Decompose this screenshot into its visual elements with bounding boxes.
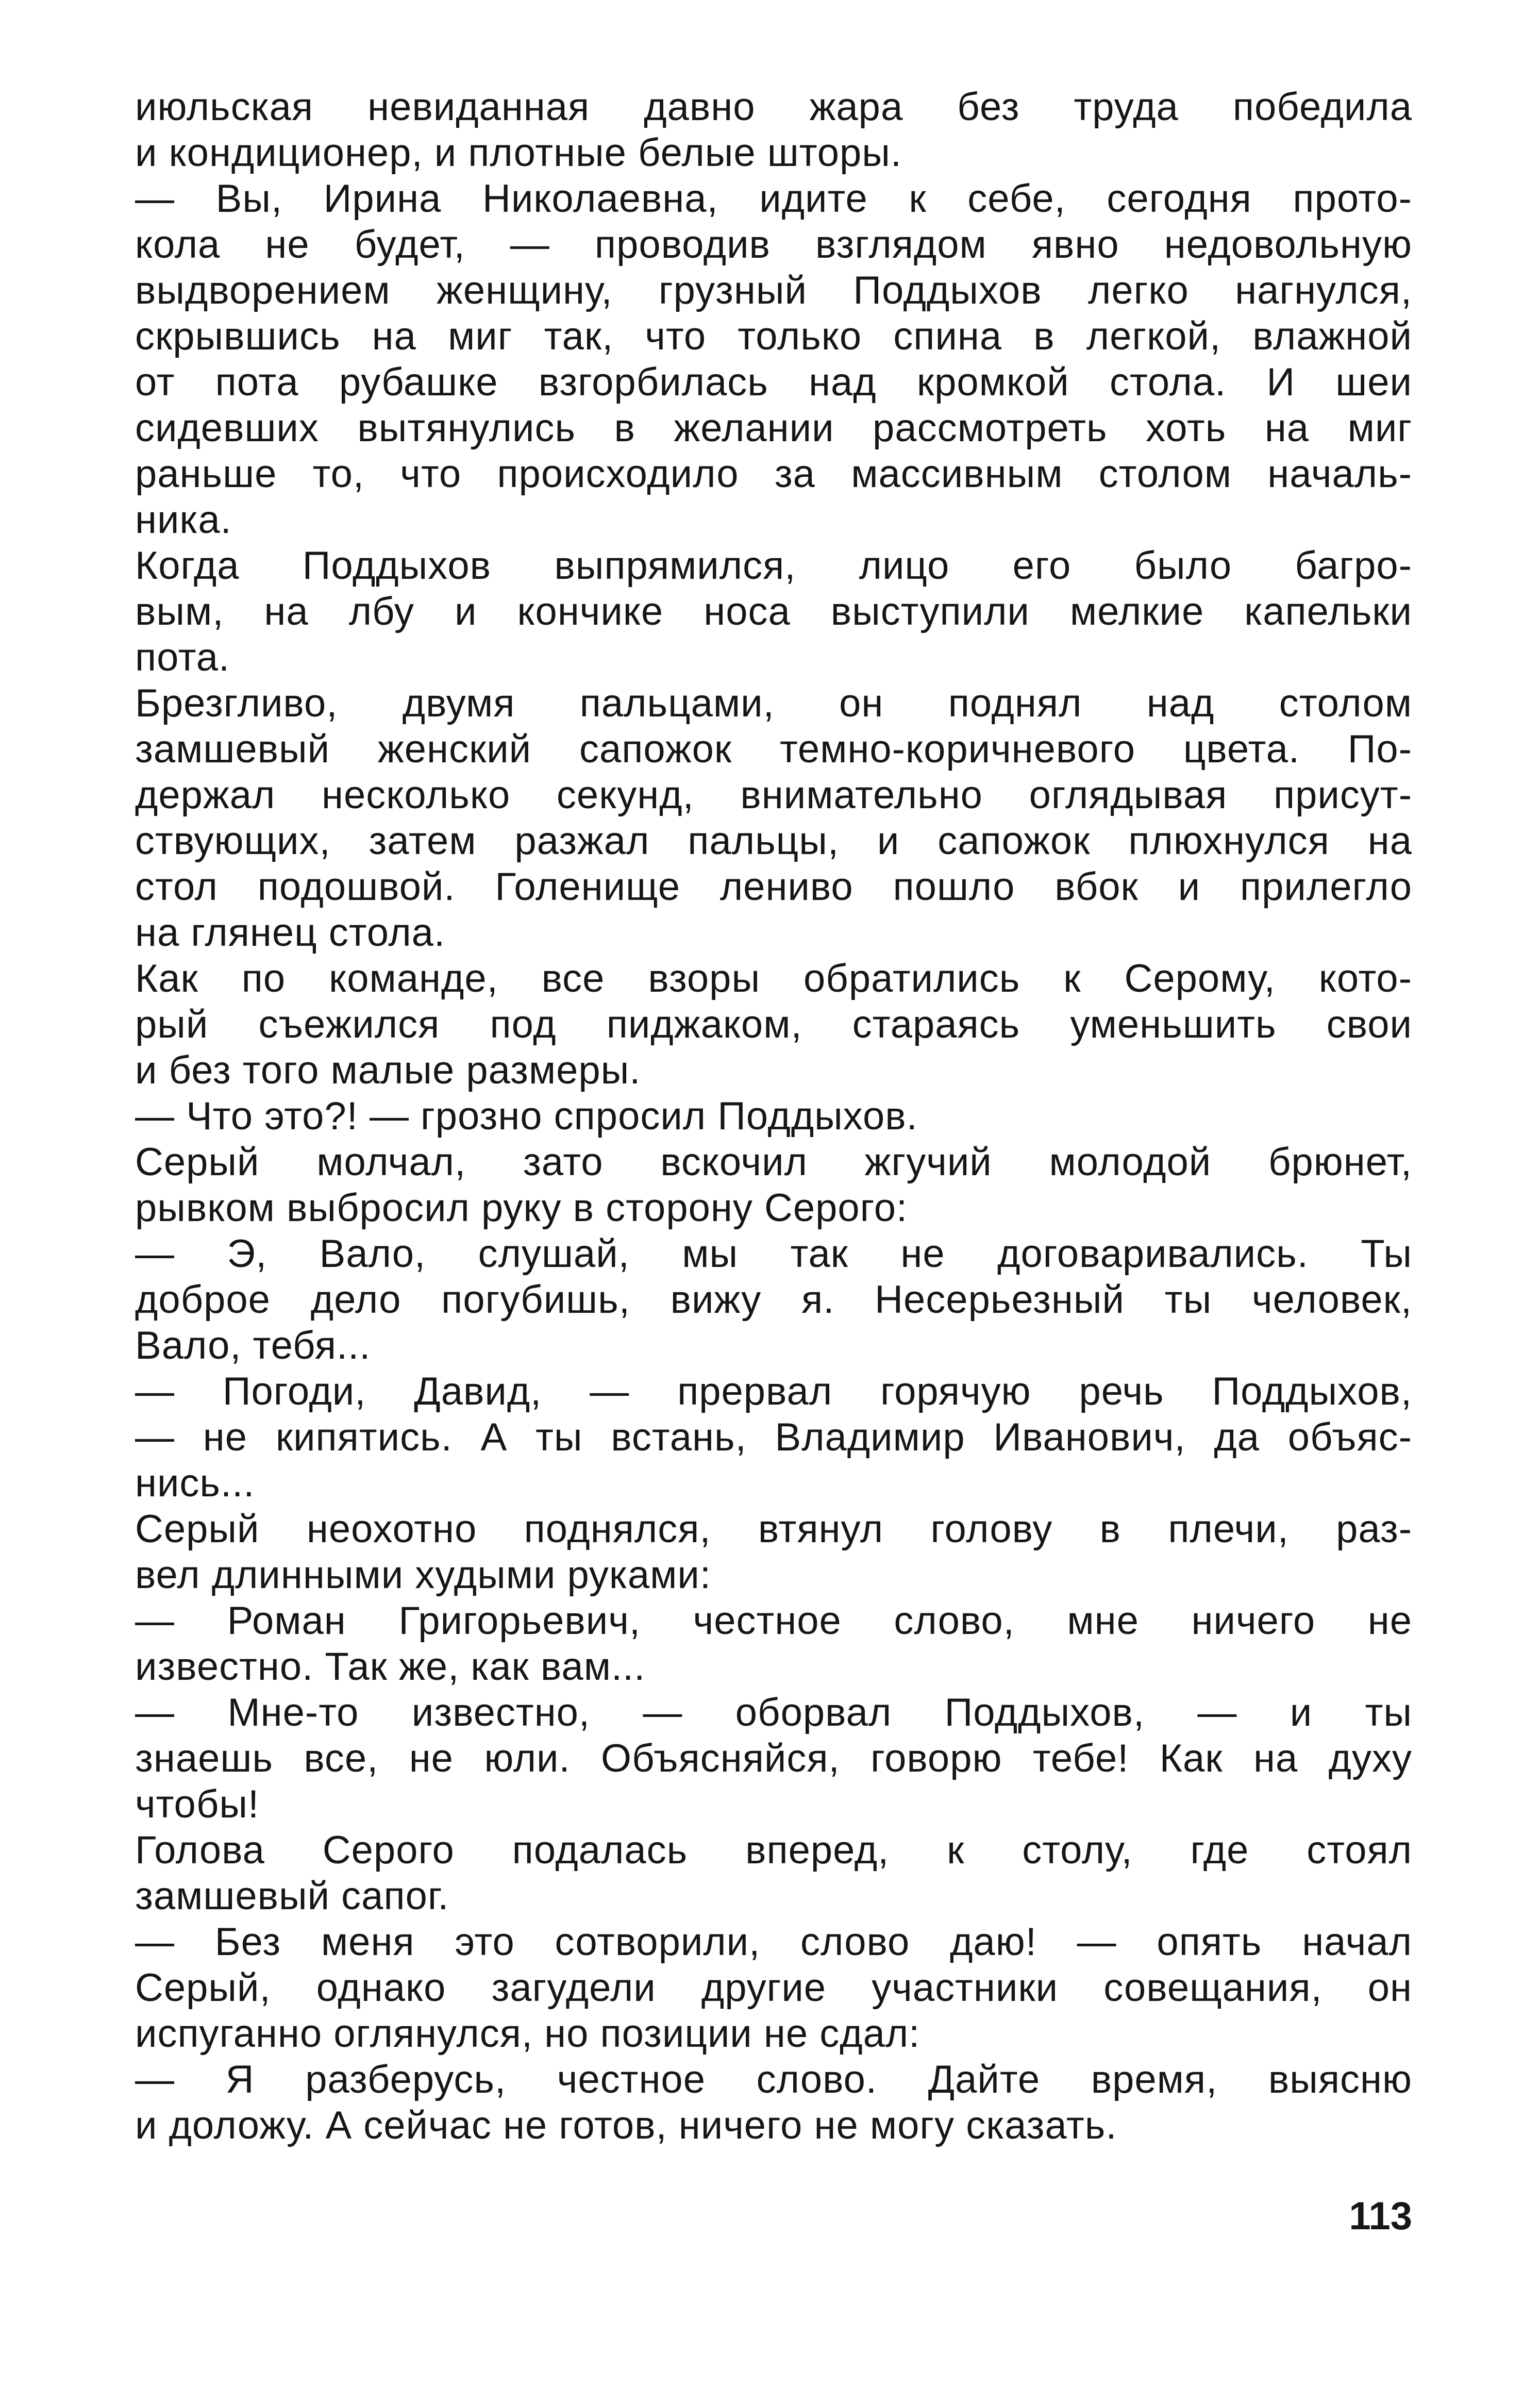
text-line: на глянец стола. [135,911,446,955]
text-line: Вало, тебя... [135,1324,371,1367]
text-line: Как по команде, все взоры обратились к Серому, кото- [135,957,1412,1000]
text-line: — Э, Вало, слушай, мы так не договаривались. Ты [135,1232,1412,1276]
text-line: известно. Так же, как вам... [135,1645,646,1689]
text-line: замшевый сапог. [135,1874,449,1918]
text-line: — Роман Григорьевич, честное слово, мне ничего не [135,1599,1412,1643]
text-line: держал несколько секунд, внимательно оглядывая присут- [135,773,1412,817]
text-line: вым, на лбу и кончике носа выступили мелкие капельки [135,590,1412,633]
text-line: Серый неохотно поднялся, втянул голову в плечи, раз- [135,1507,1412,1551]
text-line: и кондиционер, и плотные белые шторы. [135,131,902,175]
text-line: пота. [135,636,230,679]
text-line: — Без меня это сотворили, слово даю! — опять начал [135,1920,1412,1964]
text-line: — Мне-то известно, — оборвал Поддыхов, — и ты [135,1691,1412,1734]
text-line: замшевый женский сапожок темно-коричневого цвета. По- [135,727,1412,771]
text-line: Серый молчал, зато вскочил жгучий молодой брюнет, [135,1140,1412,1184]
text-line: — Вы, Ирина Николаевна, идите к себе, сегодня прото- [135,177,1412,221]
text-line: знаешь все, не юли. Объясняйся, говорю тебе! Как на духу [135,1737,1412,1780]
text-line: раньше то, что происходило за массивным столом началь- [135,452,1412,496]
text-line: — не кипятись. А ты встань, Владимир Иванович, да объяс- [135,1415,1412,1459]
page-number: 113 [1349,2194,1412,2238]
text-line: вел длинными худыми руками: [135,1553,711,1597]
text-line: Голова Серого подалась вперед, к столу, где стоял [135,1828,1412,1872]
text-line: стол подошвой. Голенище лениво пошло вбок и прилегло [135,865,1412,909]
text-line: скрывшись на миг так, что только спина в легкой, влажной [135,314,1412,358]
text-line: ника. [135,498,232,542]
text-line: Серый, однако загудели другие участники совещания, он [135,1966,1412,2010]
text-line: Когда Поддыхов выпрямился, лицо его было багро- [135,544,1412,588]
text-line: от пота рубашке взгорбилась над кромкой стола. И шеи [135,360,1412,404]
text-line: кола не будет, — проводив взглядом явно недовольную [135,223,1412,266]
text-line: — Я разберусь, честное слово. Дайте время, выясню [135,2058,1412,2101]
text-line: рывком выбросил руку в сторону Серого: [135,1186,908,1230]
text-line: и без того малые размеры. [135,1048,641,1092]
text-line: — Погоди, Давид, — прервал горячую речь Поддыхов, [135,1370,1412,1413]
text-line: чтобы! [135,1782,260,1826]
text-line: выдворением женщину, грузный Поддыхов легко нагнулся, [135,269,1412,312]
text-line: нись... [135,1461,255,1505]
text-line: испуганно оглянулся, но позиции не сдал: [135,2012,920,2056]
text-line: доброе дело погубишь, вижу я. Несерьезный ты человек, [135,1278,1412,1322]
text-line: ствующих, затем разжал пальцы, и сапожок плюхнулся на [135,819,1412,863]
text-line: — Что это?! — грозно спросил Поддыхов. [135,1094,918,1138]
text-line: Брезгливо, двумя пальцами, он поднял над столом [135,681,1412,725]
text-line: и доложу. А сейчас не готов, ничего не могу сказать. [135,2104,1117,2147]
text-line: рый съежился под пиджаком, стараясь уменьшить свои [135,1003,1412,1046]
text-line: сидевших вытянулись в желании рассмотреть хоть на миг [135,406,1412,450]
text-line: июльская невиданная давно жара без труда победила [135,85,1412,129]
